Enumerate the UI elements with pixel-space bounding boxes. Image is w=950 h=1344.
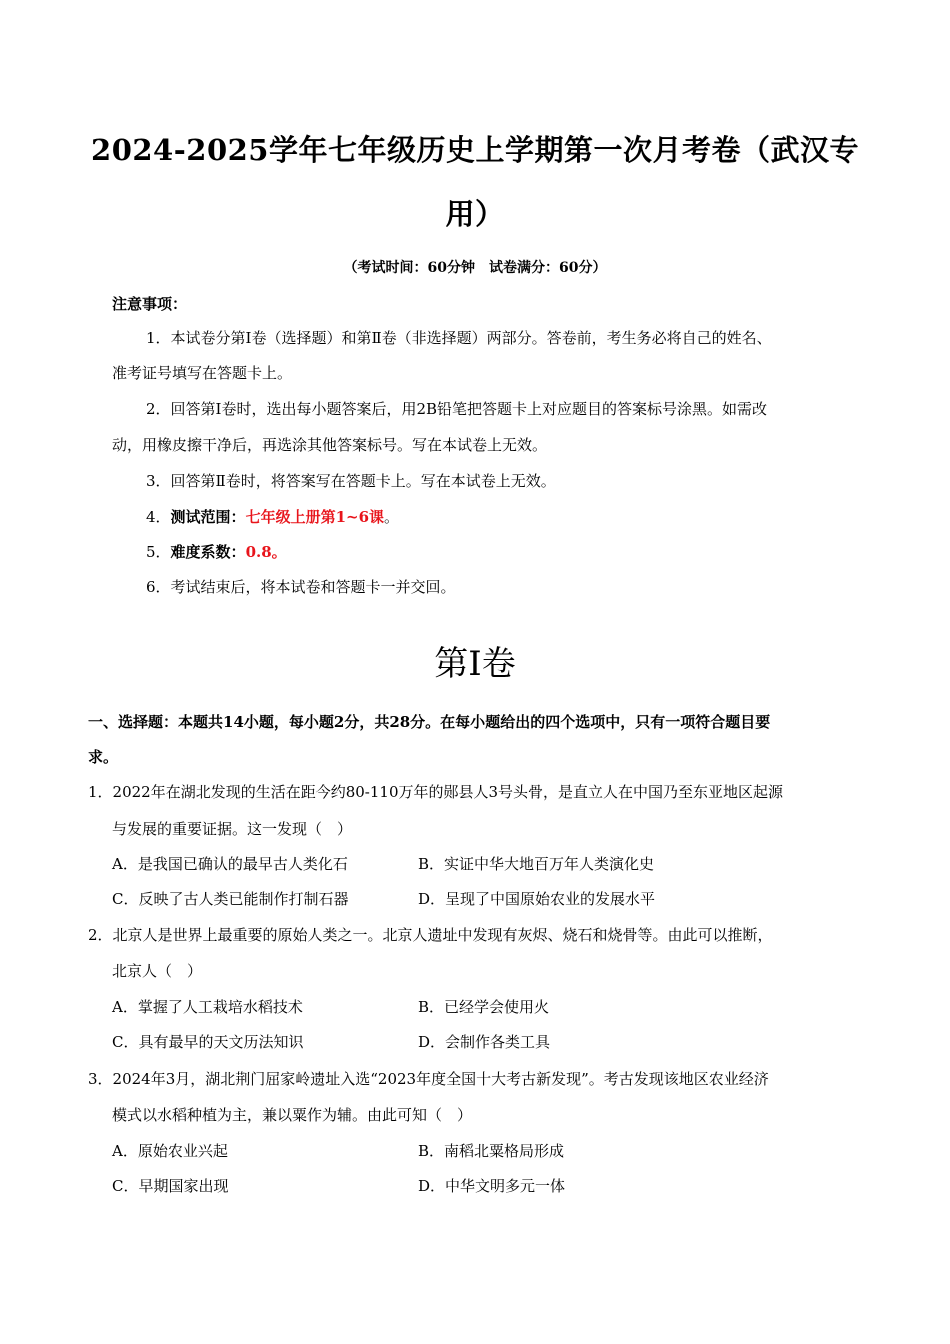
question-3-option-b[interactable]: B．南稻北粟格局形成 [418, 1142, 565, 1160]
question-3-stem: 3．2024年3月，湖北荆门屈家岭遗址入选“2023年度全国十大考古新发现”。考古发现该地区农业经济 [88, 1070, 769, 1088]
test-scope-value: 七年级上册第1~6课 [245, 508, 385, 526]
question-1-option-b[interactable]: B．实证中华大地百万年人类演化史 [418, 855, 655, 873]
title-line-1: 2024-2025学年七年级历史上学期第一次月考卷（武汉专 [91, 133, 859, 167]
notice-item-5 [146, 540, 287, 564]
notice-item-6: 6．考试结束后，将本试卷和答题卡一并交回。 [146, 578, 456, 596]
notice-item-4 [146, 505, 399, 529]
question-1-stem: 1．2022年在湖北发现的生活在距今约80-110万年的郧县人3号头骨，是直立人在中国乃至东亚地区起源 [88, 783, 784, 801]
question-1-option-c[interactable]: C．反映了古人类已能制作打制石器 [112, 890, 349, 908]
notice-item-4-end: 。 [384, 508, 400, 526]
notice-item-4-num: 4． [146, 508, 171, 526]
section-heading-cont: 求。 [88, 748, 119, 766]
notice-item-2: 2．回答第Ⅰ卷时，选出每小题答案后，用2B铅笔把答题卡上对应题目的答案标号涂黑。如需改 [146, 400, 768, 418]
notice-item-5-num: 5． [146, 543, 171, 561]
notice-label: 注意事项： [112, 295, 188, 313]
notice-item-2-cont: 动，用橡皮擦干净后，再选涂其他答案标号。写在本试卷上无效。 [112, 436, 548, 454]
question-3-option-c[interactable]: C．早期国家出现 [112, 1177, 229, 1195]
question-2-option-b[interactable]: B．已经学会使用火 [418, 998, 550, 1016]
question-2-stem: 2．北京人是世界上最重要的原始人类之一。北京人遗址中发现有灰烬、烧石和烧骨等。由此可以推断， [88, 926, 773, 944]
question-3-stem-cont: 模式以水稻种植为主，兼以粟作为辅。由此可知（ ） [112, 1106, 473, 1124]
notice-item-1: 1．本试卷分第Ⅰ卷（选择题）和第Ⅱ卷（非选择题）两部分。答卷前，考生务必将自己的姓名、 [146, 329, 772, 347]
question-2-option-c[interactable]: C．具有最早的天文历法知识 [112, 1033, 304, 1051]
question-2-stem-cont: 北京人（ ） [112, 962, 203, 980]
exam-title [90, 118, 860, 246]
exam-duration-score: （考试时间：60分钟 试卷满分：60分） [343, 260, 607, 276]
question-2-option-a[interactable]: A．掌握了人工栽培水稻技术 [112, 998, 303, 1016]
question-2-option-d[interactable]: D．会制作各类工具 [418, 1033, 551, 1051]
question-1-option-a[interactable]: A．是我国已确认的最早古人类化石 [112, 855, 348, 873]
notice-item-1-cont: 准考证号填写在答题卡上。 [112, 364, 293, 382]
question-3-option-d[interactable]: D．中华文明多元一体 [418, 1177, 566, 1195]
notice-item-5-label: 难度系数： [170, 543, 246, 561]
notice-item-3: 3．回答第Ⅱ卷时，将答案写在答题卡上。写在本试卷上无效。 [146, 472, 556, 490]
notice-item-4-label: 测试范围： [170, 508, 246, 526]
question-1-option-d[interactable]: D．呈现了中国原始农业的发展水平 [418, 890, 656, 908]
notice-item-5-end: 。 [271, 543, 287, 561]
section-heading: 一、选择题：本题共14小题，每小题2分，共28分。在每小题给出的四个选项中，只有一项符合题目要 [88, 713, 771, 731]
question-1-stem-cont: 与发展的重要证据。这一发现（ ） [112, 820, 353, 838]
volume-title: 第Ⅰ卷 [434, 644, 516, 684]
difficulty-value: 0.8 [245, 543, 272, 561]
question-3-option-a[interactable]: A．原始农业兴起 [112, 1142, 228, 1160]
title-line-2: 用） [445, 197, 505, 231]
